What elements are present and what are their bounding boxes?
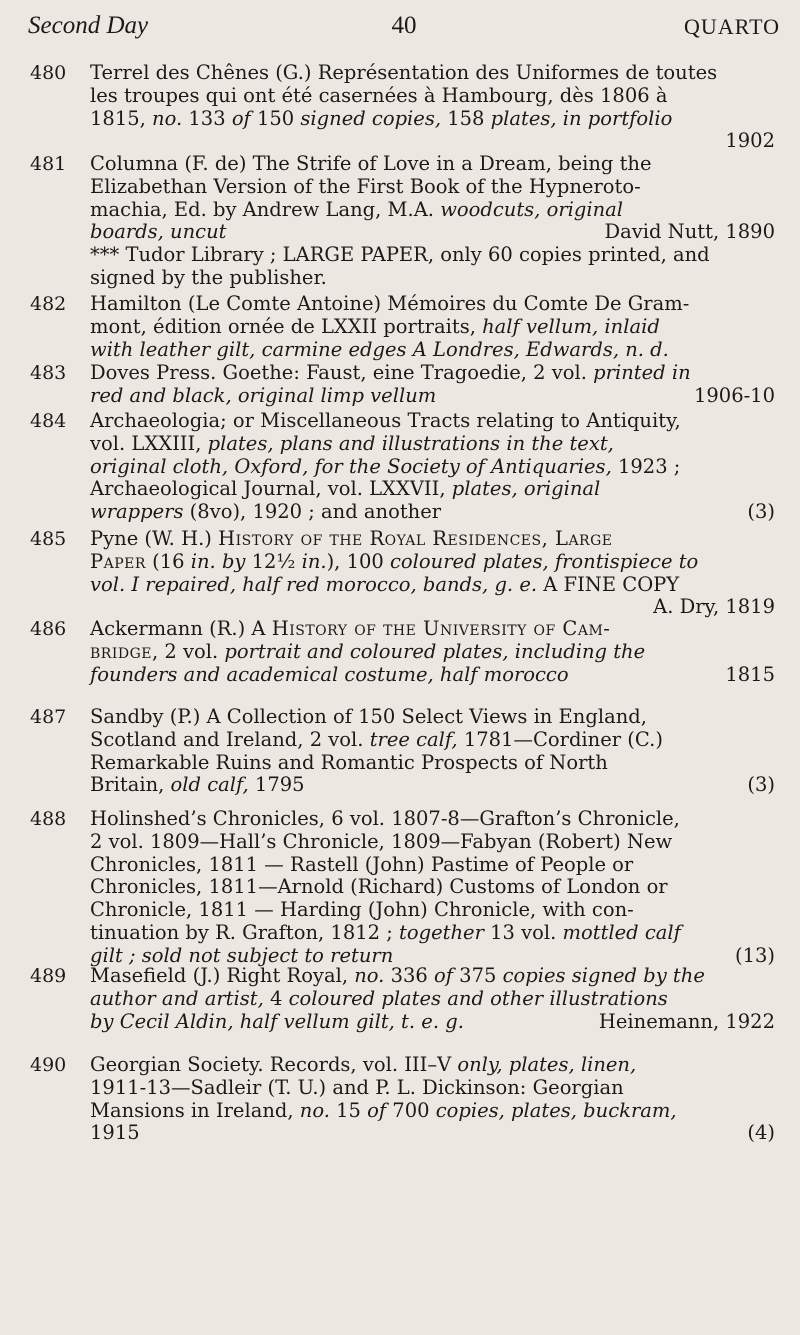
text-run: *** Tudor Library ; LARGE PAPER, only 60 copies printed, and — [90, 243, 710, 267]
italic-run: signed copies, — [300, 106, 442, 130]
text-run: Hamilton (Le Comte Antoine) Mémoires du Comte De Gram- — [90, 292, 690, 315]
description-line — [90, 199, 775, 222]
italic-run: of — [367, 1098, 387, 1122]
right-aligned-run: 1815 — [725, 662, 775, 686]
lot-entry — [30, 62, 775, 153]
text-run: Terrel des Chênes (G.) Représentation des Uniformes de toutes — [90, 61, 718, 84]
small-caps-run: Paper — [90, 549, 146, 573]
right-aligned-run: (3) — [747, 773, 775, 797]
right-aligned-run: (4) — [747, 1121, 775, 1145]
text-run: Mansions in Ireland, — [90, 1098, 300, 1122]
lot-description — [90, 965, 775, 1033]
italic-run: copies signed by the — [502, 964, 705, 987]
description-line — [90, 808, 775, 831]
page-header — [28, 6, 780, 46]
description-line — [90, 478, 775, 501]
right-aligned-run: Heinemann, 1922 — [598, 1009, 775, 1033]
header-day: Second Day — [28, 12, 149, 39]
small-caps-run: History of the Royal Residences, Large — [218, 527, 613, 550]
description-line — [90, 1100, 775, 1123]
description-line — [90, 153, 775, 176]
description-line — [90, 108, 775, 131]
description-line — [90, 551, 775, 574]
text-run: machia, Ed. by Andrew Lang, M.A. — [90, 197, 441, 221]
right-aligned-run: (13) — [734, 943, 775, 967]
lot-description — [90, 1054, 775, 1145]
text-run: Chronicle, 1811 — Harding (John) Chronicle, with con- — [90, 898, 634, 922]
text-run: 15 — [329, 1098, 368, 1122]
text-run: vol. LXXIII, — [90, 431, 208, 455]
lot-description — [90, 808, 775, 968]
text-run: Doves Press. Goethe: Faust, eine Tragoedie, 2 vol. — [90, 361, 594, 384]
description-line — [90, 1054, 775, 1077]
header-format: QUARTO — [684, 14, 780, 39]
description-line — [90, 1122, 775, 1145]
text-run: 1911-13—Sadleir (T. U.) and P. L. Dickinson: Georgian — [90, 1075, 624, 1099]
text-run: 4 — [263, 986, 289, 1010]
right-aligned-run: (3) — [747, 500, 775, 524]
text-run: 1795 — [248, 773, 305, 797]
text-run: Scotland and Ireland, 2 vol. — [90, 727, 370, 751]
description-line — [90, 729, 775, 752]
description-line — [90, 62, 775, 85]
italic-run: with leather gilt, carmine edges A Londres, Edwards, n. d. — [90, 337, 669, 361]
text-run: (8vo), 1920 ; and another — [183, 500, 442, 524]
italic-run: plates, original — [451, 477, 601, 501]
text-run: mont, édition ornée de LXXII portraits, — [90, 314, 483, 338]
description-line — [90, 774, 775, 797]
description-line — [90, 293, 775, 316]
italic-run: wrappers — [90, 500, 184, 524]
description-line — [90, 221, 775, 244]
description-line — [90, 85, 775, 108]
lot-entry — [30, 706, 775, 797]
lot-number: 484 — [30, 410, 67, 432]
text-run: Columna (F. de) The Strife of Love in a Dream, being the — [90, 152, 652, 175]
italic-run: woodcuts, original — [440, 197, 624, 221]
lot-number: 481 — [30, 153, 67, 175]
italic-run: in. — [301, 549, 327, 573]
description-line — [90, 574, 775, 597]
text-run: 336 — [384, 964, 434, 987]
italic-run: in. by — [190, 549, 246, 573]
description-line — [90, 528, 775, 551]
text-run: 1781—Cordiner (C.) — [457, 727, 663, 751]
text-run: Britain, — [90, 773, 171, 797]
italic-run: old calf, — [170, 773, 249, 797]
italic-run: of — [231, 106, 251, 130]
text-run: 150 — [250, 106, 301, 130]
text-run: 12½ — [245, 549, 302, 573]
text-run: 2 vol. 1809—Hall’s Chronicle, 1809—Fabyan (Robert) New — [90, 829, 673, 853]
lot-entry — [30, 293, 775, 361]
italic-run: by Cecil Aldin, half vellum gilt, t. e. g. — [90, 1009, 464, 1033]
lot-number: 488 — [30, 808, 67, 830]
text-run: 158 — [441, 106, 491, 130]
lot-number: 480 — [30, 62, 67, 84]
text-run: 1915 — [90, 1121, 140, 1145]
italic-run: tree calf, — [369, 727, 458, 751]
text-run: 13 vol. — [483, 920, 563, 944]
description-line — [90, 339, 775, 362]
description-line — [90, 1011, 775, 1034]
text-run: les troupes qui ont été casernées à Hambourg, dès 1806 à — [90, 83, 668, 107]
italic-run: coloured plates and other illustrations — [288, 986, 668, 1010]
description-line — [90, 456, 775, 479]
lot-description — [90, 293, 775, 361]
italic-run: plates, in portfolio — [490, 106, 673, 130]
text-run: Pyne (W. H.) — [90, 527, 219, 550]
text-run: tinuation by R. Grafton, 1812 ; — [90, 920, 400, 944]
lot-number: 485 — [30, 528, 67, 550]
text-run: Chronicles, 1811—Arnold (Richard) Customs of London or — [90, 875, 668, 899]
description-line — [90, 899, 775, 922]
lot-entry — [30, 1054, 775, 1145]
description-line — [90, 433, 775, 456]
lot-entry — [30, 528, 775, 619]
italic-run: boards, uncut — [90, 220, 227, 244]
lot-description — [90, 153, 775, 290]
description-line — [90, 854, 775, 877]
italic-run: founders and academical costume, half morocco — [90, 662, 569, 686]
text-run: A FINE COPY — [537, 572, 680, 596]
description-line — [90, 1077, 775, 1100]
lot-description — [90, 410, 775, 524]
text-run: 1815, — [90, 106, 153, 130]
text-run: Elizabethan Version of the First Book of the Hypneroto- — [90, 174, 641, 198]
description-line — [90, 176, 775, 199]
text-run: , 2 vol. — [152, 639, 225, 663]
text-run: Chronicles, 1811 — Rastell (John) Pastime of People or — [90, 852, 634, 876]
text-run: signed by the publisher. — [90, 265, 327, 289]
lot-entry — [30, 618, 775, 686]
italic-run: plates, plans and illustrations in the text, — [207, 431, 614, 455]
italic-run: original cloth, Oxford, for the Society of Antiquaries, — [90, 454, 612, 478]
italic-run: author and artist, — [90, 986, 264, 1010]
description-line — [90, 922, 775, 945]
italic-run: only, plates, linen, — [457, 1053, 637, 1076]
description-line — [90, 618, 775, 641]
description-line — [90, 501, 775, 524]
text-run: 1923 ; — [611, 454, 681, 478]
italic-run: mottled calf — [562, 920, 681, 944]
italic-run: copies, plates, buckram, — [435, 1098, 677, 1122]
text-run: Georgian Society. Records, vol. III–V — [90, 1053, 458, 1076]
right-aligned-run: 1906-10 — [693, 383, 775, 407]
lot-number: 490 — [30, 1054, 67, 1076]
description-line — [90, 706, 775, 729]
right-aligned-run: 1902 — [725, 129, 775, 153]
description-line — [90, 267, 775, 290]
description-line — [90, 362, 775, 385]
lot-number: 486 — [30, 618, 67, 640]
text-run: Remarkable Ruins and Romantic Prospects of North — [90, 750, 608, 774]
description-line — [90, 965, 775, 988]
description-line — [90, 664, 775, 687]
italic-run: no. — [152, 106, 183, 130]
text-run: (16 — [145, 549, 191, 573]
description-line — [90, 831, 775, 854]
text-run: 700 — [386, 1098, 436, 1122]
lot-entry — [30, 153, 775, 290]
small-caps-run: bridge — [90, 639, 152, 663]
lot-description — [90, 527, 775, 619]
italic-run: together — [399, 920, 484, 944]
text-run: Holinshed’s Chronicles, 6 vol. 1807-8—Grafton’s Chronicle, — [90, 807, 680, 830]
text-run: 375 — [452, 964, 503, 987]
lot-description — [90, 362, 775, 408]
lot-entry — [30, 965, 775, 1033]
description-line — [90, 244, 775, 267]
text-run: Sandby (P.) A Collection of 150 Select Views in England, — [90, 705, 647, 728]
text-run: Archaeologia; or Miscellaneous Tracts relating to Antiquity, — [90, 409, 681, 432]
description-line — [90, 316, 775, 339]
text-run: ), 100 — [326, 549, 391, 573]
lot-entry — [30, 808, 775, 968]
italic-run: printed in — [593, 361, 691, 384]
description-line — [90, 752, 775, 775]
text-run: Ackermann (R.) A — [90, 617, 272, 640]
lot-number: 487 — [30, 706, 67, 728]
lot-description — [90, 61, 775, 153]
lot-entry — [30, 410, 775, 524]
text-run: 133 — [182, 106, 232, 130]
description-line — [90, 410, 775, 433]
italic-run: half vellum, inlaid — [482, 314, 660, 338]
right-aligned-run: A. Dry, 1819 — [653, 595, 775, 619]
description-line — [90, 385, 775, 408]
italic-run: red and black, original limp vellum — [90, 383, 437, 407]
lot-description — [90, 618, 775, 686]
lot-description — [90, 706, 775, 797]
page-number: 40 — [391, 12, 417, 39]
text-run: Archaeological Journal, vol. LXXVII, — [90, 477, 452, 501]
lot-number: 489 — [30, 965, 67, 987]
italic-run: no. — [354, 964, 385, 987]
italic-run: of — [434, 964, 453, 987]
description-line — [90, 988, 775, 1011]
description-line — [90, 641, 775, 664]
italic-run: coloured plates, frontispiece to — [390, 549, 699, 573]
lot-entry — [30, 362, 775, 408]
text-run: Masefield (J.) Right Royal, — [90, 964, 355, 987]
right-aligned-run: David Nutt, 1890 — [604, 220, 775, 244]
lot-number: 482 — [30, 293, 67, 315]
italic-run: vol. I repaired, half red morocco, bands, g. e. — [90, 572, 538, 596]
italic-run: gilt ; sold not subject to return — [90, 943, 394, 967]
italic-run: portrait and coloured plates, including the — [224, 639, 646, 663]
small-caps-run: History of the University of Cam- — [271, 617, 611, 640]
italic-run: no. — [299, 1098, 330, 1122]
lot-number: 483 — [30, 362, 67, 384]
description-line — [90, 876, 775, 899]
